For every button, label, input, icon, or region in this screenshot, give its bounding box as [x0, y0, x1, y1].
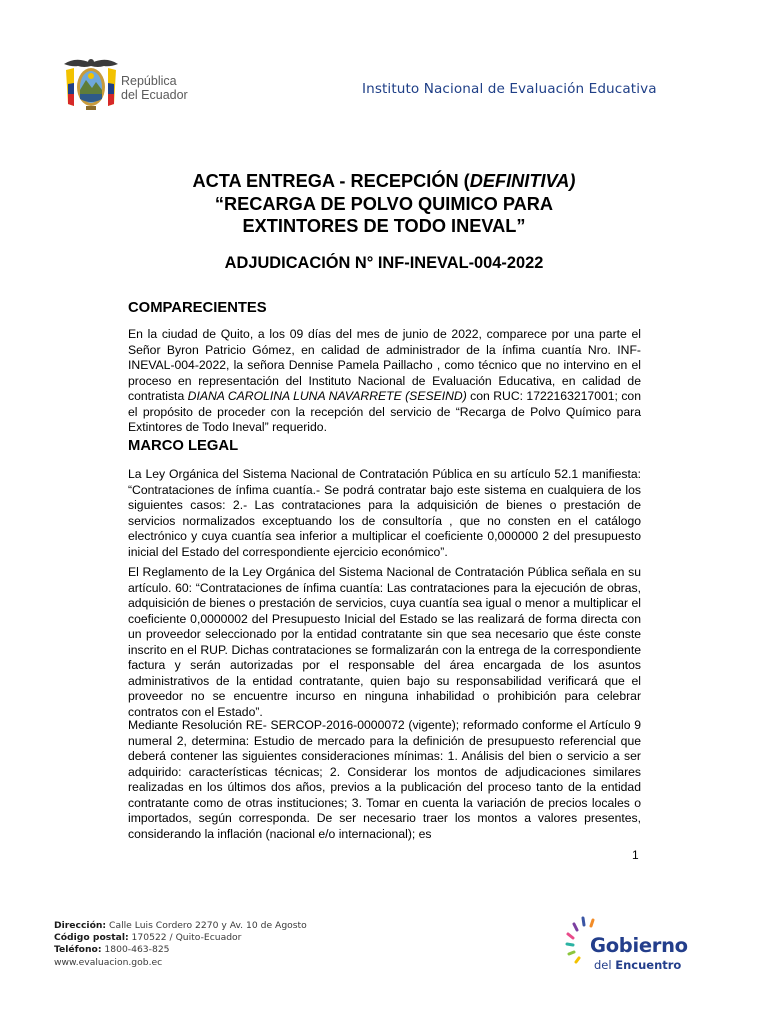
footer-direccion — [54, 920, 307, 932]
republica-line-1: República — [121, 74, 177, 88]
institute-name: Instituto Nacional de Evaluación Educativa — [362, 81, 657, 97]
document-title — [0, 170, 768, 238]
title-line-1-prefix: ACTA ENTREGA - RECEPCIÓN ( — [192, 171, 470, 191]
page-number: 1 — [632, 848, 639, 862]
marco-legal-paragraph-2: El Reglamento de la Ley Orgánica del Sistema Nacional de Contratación Pública señala en su artículo. 60: “Contrataciones de ínfima cuantía: Las contrataciones para la ejecución de obras, adquisición de bienes o prestación de servicios, cuya cuantía sea igual o menor a multiplicar el coeficiente 0,0000002 del Presupuesto Inicial del Estado se las realizará de forma directa con un proveedor seleccionado por la entidad contratante sin que sea necesario que éste conste inscrito en el RUP. Dichas contrataciones se formalizarán con la entrega de la correspondiente factura y serán autorizadas por el responsable del área encargada de los asuntos administrativos de la entidad contratante, quien bajo su responsabilidad verificará que el proveedor no se encuentre incurso en ninguna inhabilidad o prohibición para celebrar contratos con el Estado”. — [128, 565, 641, 719]
direccion-label: Dirección: — [54, 920, 107, 931]
del-word: del — [594, 958, 616, 972]
comparecientes-text-2: con RUC: 1722163217001; con el propósito de proceder con la recepción del servicio de “Recarga de Polvo Químico para Extintores de Todo Ineval” requerido. — [128, 389, 641, 434]
page-header — [0, 0, 768, 130]
contractor-name: DIANA CAROLINA LUNA NAVARRETE (SESEIND) — [187, 389, 467, 403]
encuentro-word: Encuentro — [615, 958, 682, 972]
republica-del-ecuador-label — [121, 74, 188, 102]
telefono-value: 1800-463-825 — [101, 944, 170, 956]
footer-postal — [54, 932, 307, 944]
marco-legal-paragraph-1: La Ley Orgánica del Sistema Nacional de Contratación Pública en su artículo 52.1 manifiesta: “Contrataciones de ínfima cuantía.- Se podrá contratar bajo este sistema en cualquiera de los siguientes casos: 2.- Las contrataciones para la adquisición de bienes o prestación de servicios normalizados exceptuando los de consultoría , que no consten en el catálogo electrónico y cuya cuantía sea inferior a multiplicar el coeficiente 0,000000 2 del presupuesto inicial del Estado del correspondiente ejercicio económico”. — [128, 467, 641, 559]
title-line-1 — [0, 170, 768, 193]
gobierno-word: Gobierno — [590, 934, 688, 957]
footer-telefono — [54, 944, 307, 956]
title-line-1-italic: DEFINITIVA) — [469, 171, 576, 191]
title-line-2: “RECARGA DE POLVO QUIMICO PARA — [214, 193, 554, 214]
del-encuentro — [594, 958, 681, 972]
direccion-value: Calle Luis Cordero 2270 y Av. 10 de Agosto — [106, 920, 307, 931]
marco-legal-paragraph-3: Mediante Resolución RE- SERCOP-2016-0000072 (vigente); reformado conforme el Artículo 9 numeral 2, determina: Estudio de mercado para la definición de presupuesto referencial que deberá contener las siguientes consideraciones mínimas: 1. Análisis del bien o servicio a ser adquirido: características técnicas; 2. Considerar los montos de adjudicaciones similares realizadas en los últimos dos años, previos a la publicación del proceso tanto de la entidad contratante como de otras instituciones; 3. Tomar en cuenta la variación de precios locales o importados, según corresponda. De ser necesario traer los montos a valores presentes, considerando la inflación (nacional e/o internacional); es — [128, 718, 641, 841]
comparecientes-heading: COMPARECIENTES — [128, 300, 267, 316]
gobierno-del-encuentro-logo — [564, 912, 714, 980]
adjudicacion-number: ADJUDICACIÓN N° INF-INEVAL-004-2022 — [224, 254, 544, 272]
telefono-label: Teléfono: — [54, 944, 102, 956]
marco-legal-heading: MARCO LEGAL — [128, 438, 239, 454]
ecuador-coat-of-arms-icon — [62, 54, 120, 114]
comparecientes-paragraph — [128, 327, 641, 436]
postal-label: Código postal: — [54, 932, 129, 944]
footer-contact — [54, 920, 307, 969]
postal-value: 170522 / Quito-Ecuador — [128, 932, 242, 944]
comparecientes-text-1: En la ciudad de Quito, a los 09 días del mes de junio de 2022, comparece por una parte el Señor Byron Patricio Gómez, en calidad de administrador de la ínfima cuantía Nro. INF-INEVAL-004-2022, la señora Dennise Pamela Paillacho , como técnico que no intervino en el proceso en representación del Instituto Nacional de Evaluación Educativa, en calidad de contratista — [128, 327, 641, 403]
footer-website[interactable]: www.evaluacion.gob.ec — [54, 956, 163, 968]
title-line-3: EXTINTORES DE TODO INEVAL” — [242, 216, 526, 236]
republica-line-2: del Ecuador — [121, 88, 188, 102]
